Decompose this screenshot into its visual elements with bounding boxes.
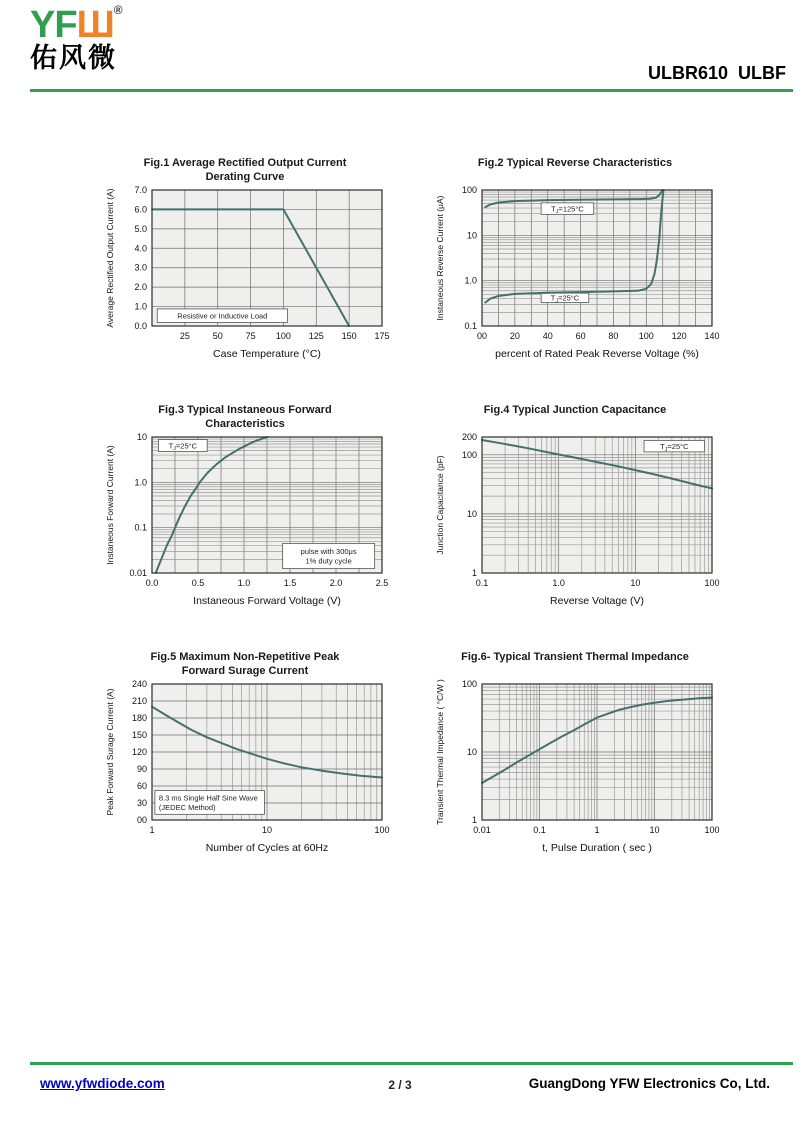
- x-tick-label: 1.0: [237, 578, 251, 588]
- figures-grid: [100, 150, 720, 891]
- y-tick-label: 0.1: [464, 321, 477, 331]
- figure-2-head: [430, 156, 720, 184]
- figure-1-title: Fig.1 Average Rectified Output Current: [143, 157, 347, 169]
- logo-wordmark: [30, 3, 122, 46]
- x-tick-label: 0.01: [473, 825, 491, 835]
- y-tick-label: 1.0: [134, 477, 147, 488]
- x-tick-label: 100: [275, 331, 291, 341]
- annotation-text: 8.3 ms Single Half Sine Wave: [158, 793, 258, 803]
- registered-trademark-icon: ®: [113, 3, 122, 17]
- figure-5: [100, 644, 390, 891]
- x-tick-label: 120: [671, 331, 687, 341]
- y-tick-label: 180: [131, 713, 147, 723]
- x-axis-label: Instaneous Forward Voltage (V): [193, 595, 341, 607]
- y-tick-label: 3.0: [134, 262, 147, 273]
- x-tick-label: 100: [704, 825, 720, 835]
- annotation-text: $T_J=125^\circ C$: [551, 204, 584, 216]
- y-tick-label: 150: [131, 730, 147, 740]
- part-number-title: ULBR610 ULBF: [647, 63, 786, 83]
- figure-3-title-line2: Characteristics: [205, 418, 285, 430]
- x-tick-label: 20: [509, 331, 520, 341]
- figure-1-head: [100, 156, 390, 184]
- y-axis-label: Instaneous Forward Current (A): [105, 445, 115, 565]
- figure-4-head: [430, 403, 720, 431]
- y-axis-label: Average Rectified Output Current (A): [105, 188, 115, 328]
- x-tick-label: 50: [212, 331, 223, 341]
- annotation-text: 1% duty cycle: [305, 556, 352, 566]
- x-axis-label: percent of Rated Peak Reverse Voltage (%): [495, 348, 699, 360]
- y-tick-label: 240: [131, 679, 147, 689]
- y-tick-label: 30: [136, 798, 147, 808]
- page-number: 2 / 3: [388, 1078, 412, 1092]
- figure-5-title-line2: Forward Surage Current: [181, 665, 309, 677]
- annotation-text: pulse with 300μs: [300, 547, 357, 557]
- logo-chinese-name: 佑风微: [30, 43, 117, 73]
- y-tick-label: 0.1: [134, 522, 147, 533]
- y-tick-label: 0.0: [134, 321, 147, 331]
- y-tick-label: 1.0: [134, 301, 147, 312]
- y-tick-label: 100: [461, 185, 477, 195]
- y-axis-label: Peak Forward Surage Current (A): [105, 688, 115, 816]
- y-tick-label: 7.0: [134, 185, 147, 195]
- x-tick-label: 140: [704, 331, 720, 341]
- x-tick-label: 100: [638, 331, 654, 341]
- x-tick-label: 1: [149, 825, 155, 835]
- y-tick-label: 210: [131, 696, 147, 706]
- x-tick-label: 10: [649, 825, 660, 835]
- y-tick-label: 100: [461, 449, 477, 460]
- figure-3-head: [100, 403, 390, 431]
- y-tick-label: 100: [461, 679, 477, 689]
- figure-1: [100, 150, 390, 397]
- figure-6-title: Fig.6- Typical Transient Thermal Impedance: [461, 651, 689, 663]
- x-tick-label: 10: [630, 578, 641, 588]
- x-tick-label: 1.5: [283, 578, 297, 588]
- figure-3-chart: [100, 431, 390, 623]
- x-tick-label: 1: [594, 825, 600, 835]
- y-tick-label: 1.0: [464, 275, 477, 286]
- figure-4: [430, 397, 720, 644]
- y-tick-label: 90: [136, 764, 147, 774]
- figure-4-chart: [430, 431, 720, 623]
- figure-1-chart: [100, 184, 390, 376]
- x-tick-label: 150: [341, 331, 357, 341]
- y-tick-label: 1: [471, 815, 477, 825]
- annotation-text: $T_J=25^\circ C$: [660, 441, 689, 453]
- x-axis-label: Reverse Voltage (V): [550, 595, 644, 607]
- x-tick-label: 1.0: [552, 578, 565, 588]
- x-tick-label: 00: [476, 331, 488, 341]
- logo-text-yf: YF: [30, 4, 77, 46]
- x-tick-label: 100: [374, 825, 390, 835]
- x-tick-label: 0.1: [475, 578, 489, 588]
- x-tick-label: 0.0: [145, 578, 159, 588]
- x-tick-label: 2.0: [329, 578, 343, 588]
- y-tick-label: 10: [466, 747, 477, 757]
- x-axis-label: Case Temperature (°C): [213, 348, 321, 360]
- x-tick-label: 80: [608, 331, 619, 341]
- y-tick-label: 120: [131, 747, 147, 757]
- y-tick-label: 4.0: [134, 243, 147, 254]
- annotation-text: $T_J=25^\circ C$: [168, 441, 198, 453]
- y-tick-label: 10: [466, 508, 477, 519]
- logo-text-w: Ш: [76, 4, 114, 46]
- figure-4-title: Fig.4 Typical Junction Capacitance: [483, 404, 667, 416]
- figure-6: [430, 644, 720, 891]
- figure-5-title: Fig.5 Maximum Non-Repetitive Peak: [150, 651, 340, 663]
- y-tick-label: 60: [136, 781, 147, 791]
- figure-5-chart: [100, 678, 390, 870]
- footer-divider: [30, 1062, 793, 1065]
- x-tick-label: 75: [245, 331, 256, 341]
- y-tick-label: 00: [136, 815, 147, 825]
- x-tick-label: 2.5: [375, 578, 389, 588]
- y-tick-label: 2.0: [134, 282, 147, 293]
- x-tick-label: 60: [575, 331, 586, 341]
- y-tick-label: 1: [471, 568, 477, 578]
- x-tick-label: 175: [374, 331, 390, 341]
- y-tick-label: 200: [461, 432, 477, 442]
- x-tick-label: 0.1: [533, 825, 546, 835]
- y-axis-label: Instaneous Reverse Current (μA): [435, 195, 445, 321]
- annotation-text: Resistive or Inductive Load: [177, 311, 268, 321]
- figure-6-chart: [430, 678, 720, 870]
- x-axis-label: t, Pulse Duration ( sec ): [542, 842, 652, 854]
- x-tick-label: 40: [542, 331, 553, 341]
- annotation-text: $T_J=25^\circ C$: [550, 293, 580, 305]
- figure-2-title: Fig.2 Typical Reverse Characteristics: [477, 157, 673, 169]
- website-link[interactable]: www.yfwdiode.com: [40, 1076, 165, 1091]
- x-axis-label: Number of Cycles at 60Hz: [205, 842, 329, 854]
- figure-3: [100, 397, 390, 644]
- x-tick-label: 125: [308, 331, 324, 341]
- y-tick-label: 10: [466, 230, 477, 241]
- x-tick-label: 0.5: [191, 578, 205, 588]
- header-divider: [30, 89, 793, 92]
- figure-2-chart: [430, 184, 720, 376]
- x-tick-label: 10: [261, 825, 273, 835]
- y-tick-label: 5.0: [134, 223, 147, 234]
- figure-3-title: Fig.3 Typical Instaneous Forward: [158, 404, 332, 416]
- y-tick-label: 0.01: [129, 568, 147, 578]
- figure-5-head: [100, 650, 390, 678]
- figure-2: [430, 150, 720, 397]
- yfw-logo: [30, 3, 122, 73]
- x-tick-label: 25: [179, 331, 190, 341]
- annotation-text: (JEDEC Method): [158, 802, 216, 812]
- y-axis-label: Junction Capacitance (pF): [435, 455, 445, 555]
- company-name: GuangDong YFW Electronics Co, Ltd.: [528, 1076, 770, 1091]
- y-tick-label: 10: [136, 432, 147, 442]
- figure-1-title-line2: Derating Curve: [205, 171, 285, 183]
- x-tick-label: 100: [704, 578, 720, 588]
- y-tick-label: 6.0: [134, 204, 147, 215]
- y-axis-label: Transient Thermal Impedance ( °C/W ): [435, 679, 445, 825]
- figure-6-head: [430, 650, 720, 678]
